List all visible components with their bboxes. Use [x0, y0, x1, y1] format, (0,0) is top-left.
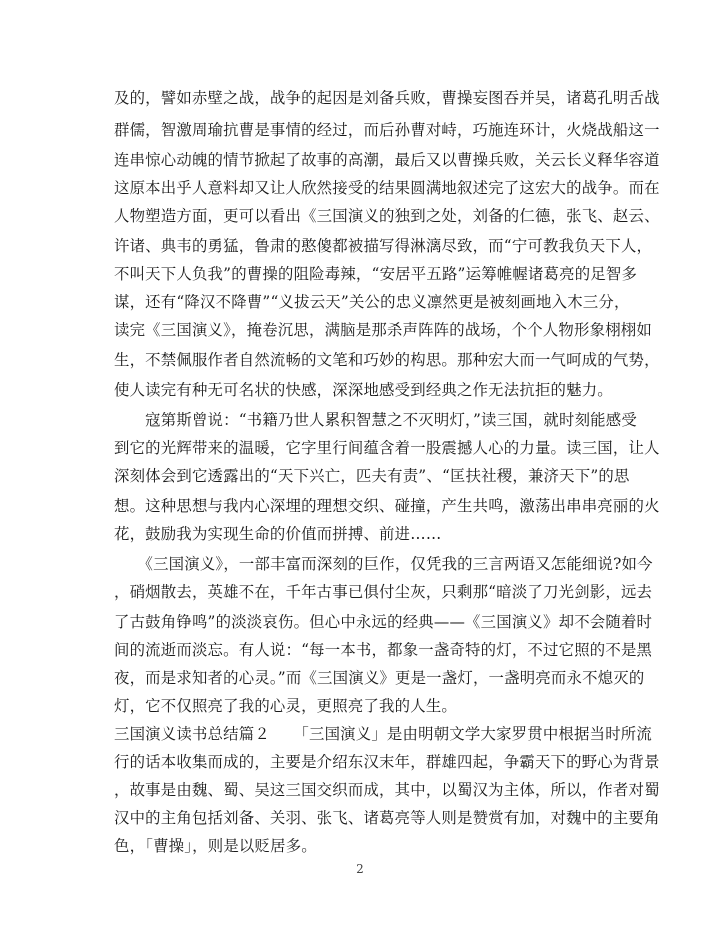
body-text-line: 人物塑造方面，更可以看出《三国演义的独到之处，刘备的仁德，张飞、赵云、: [114, 207, 660, 225]
section-heading-line: 三国演义读书总结篇２ 「三国演义」是由明朝文学大家罗贯中根据当时所流: [114, 725, 652, 743]
body-text-line: 及的，譬如赤壁之战，战争的起因是刘备兵败，曹操妄图吞并吴，诸葛孔明舌战: [114, 89, 660, 107]
body-text-line: 许诸、典韦的勇猛，鲁肃的憨傻都被描写得淋漓尽致，而“宁可教我负天下人，: [114, 237, 653, 255]
body-text-line: 色，「曹操」，则是以贬居多。: [114, 837, 317, 855]
body-text-line: 生，不禁佩服作者自然流畅的文笔和巧妙的构思。那种宏大而一气呵成的气势，: [114, 351, 660, 369]
body-text-line: 不叫天下人负我”的曹操的阻险毒辣，“安居平五路”运筹帷幄诸葛亮的足智多: [114, 265, 638, 283]
body-text-line: 花，鼓励我为实现生命的价值而拼搏、前进……: [114, 525, 442, 543]
body-text-line: 使人读完有种无可名状的快感，深深地感受到经典之作无法抗拒的魅力。: [114, 381, 613, 399]
body-text-line: 这原本出乎人意料却又让人欣然接受的结果圆满地叙述完了这宏大的战争。而在: [114, 179, 660, 197]
body-text-line: 深刻体会到它透露出的“天下兴亡，匹夫有责”、“匡扶社稷，兼济天下”的思: [114, 467, 630, 485]
body-text-line: 想。这种思想与我内心深埋的理想交织、碰撞，产生共鸣，激荡出串串亮丽的火: [114, 497, 660, 515]
body-text-line: 寇第斯曾说：“书籍乃世人累积智慧之不灭明灯，”读三国，就时刻能感受: [114, 411, 637, 429]
body-text-line: 灯，它不仅照亮了我的心灵，更照亮了我的人生。: [114, 697, 457, 715]
body-text-line: 汉中的主角包括刘备、关羽、张飞、诸葛亮等人则是赞赏有加，对魏中的主要角: [114, 809, 660, 827]
body-text-line: 到它的光辉带来的温暖，它字里行间蕴含着一股震撼人心的力量。读三国，让人: [114, 439, 660, 457]
body-text-line: 行的话本收集而成的，主要是介绍东汉末年，群雄四起，争霸天下的野心为背景: [114, 753, 660, 771]
body-text-line: 连串惊心动魄的情节掀起了故事的高潮，最后又以曹操兵败，关云长义释华容道: [114, 151, 660, 169]
body-text-line: 读完《三国演义》，掩卷沉思，满脑是那杀声阵阵的战场，个个人物形象栩栩如: [114, 321, 652, 339]
body-text-line: 间的流逝而淡忘。有人说：“每一本书，都象一盏奇特的灯，不过它照的不是黑: [114, 641, 653, 659]
page-number: 2: [356, 862, 364, 876]
body-text-line: 夜，而是求知者的心灵。”而《三国演义》更是一盏灯，一盏明亮而永不熄灭的: [114, 669, 645, 687]
body-text-line: 群儒，智激周瑜抗曹是事情的经过，而后孙曹对峙，巧施连环计，火烧战船这一: [114, 121, 660, 139]
body-text-line: ，故事是由魏、蜀、吴这三国交织而成，其中，以蜀汉为主体，所以，作者对蜀: [114, 781, 660, 799]
body-text-line: ，硝烟散去，英雄不在，千年古事已俱付尘灰，只剩那“暗淡了刀光剑影，远去: [114, 583, 653, 601]
body-text-line: 《三国演义》，一部丰富而深刻的巨作，仅凭我的三言两语又怎能细说?如今: [114, 555, 653, 573]
body-text-line: 谋，还有“降汉不降曹”“义拔云天”关公的忠义凛然更是被刻画地入木三分，: [114, 293, 630, 311]
body-text-line: 了古鼓角铮鸣”的淡淡哀伤。但心中永远的经典——《三国演义》却不会随着时: [114, 613, 653, 631]
